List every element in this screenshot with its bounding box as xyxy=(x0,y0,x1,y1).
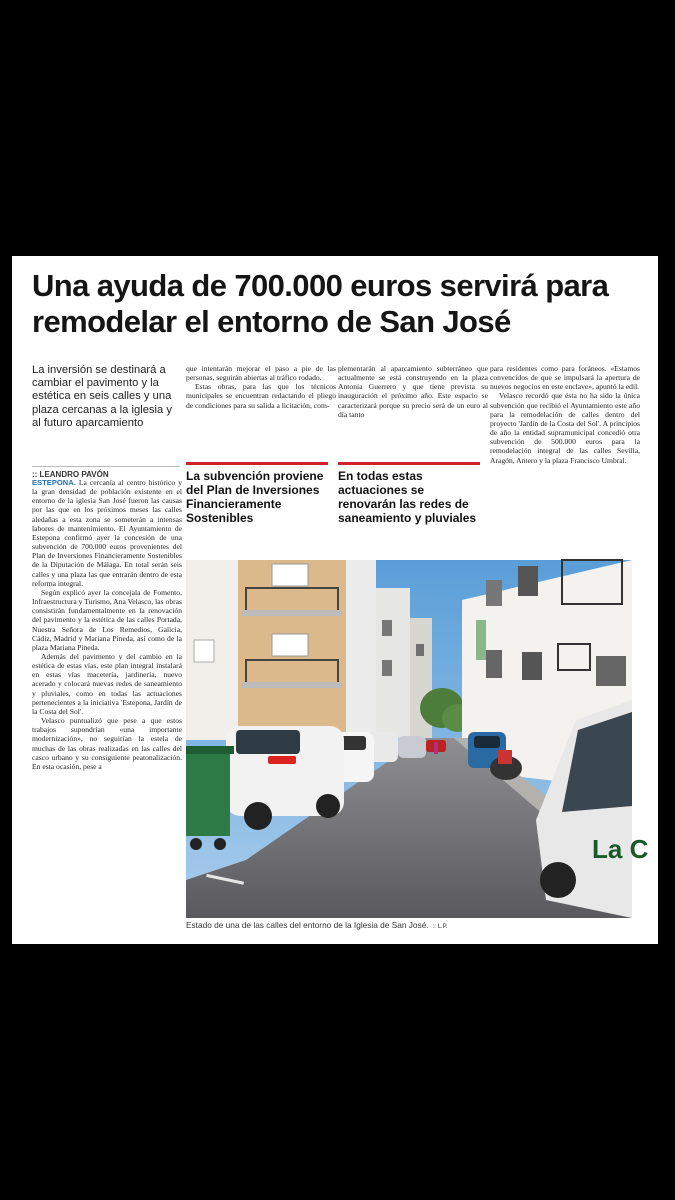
article-paragraph: Además del pavimento y del cambio en la estética de estas vías, este plan integral instalará en estas vías macetería, jardinería, nuevo acerado y colocará nuevas redes de saneamiento y pluviales, como en todas las actuaciones pertenecientes a la iniciativa 'Estepona, Jardín de la Costa del Sol'. xyxy=(32,651,182,716)
article-column-4 xyxy=(490,364,640,544)
article-paragraph: Estas obras, para las que los técnicos municipales se encuentran redactando el pliego de condiciones para su salida a licitación, com- xyxy=(186,382,336,410)
photo-credit: :: L.P. xyxy=(432,924,448,930)
article-subheading-2: En todas estas actuaciones se renovarán las redes de saneamiento y pluviales xyxy=(338,462,480,525)
article-subheading-1: La subvención proviene del Plan de Inversiones Financieramente Sostenibles xyxy=(186,462,328,525)
caption-text: Estado de una de las calles del entorno de la Iglesia de San José. xyxy=(186,920,429,930)
article-column-1 xyxy=(32,478,182,933)
article-paragraph: Según explicó ayer la concejala de Fomento, Infraestructura y Turismo, Ana Velasco, las obras consistirán fundamentalmente en la renovación del pavimento y la estética de las calles Portada, Nuestra Señora de Los Remedios, Galicia, Cádiz, Madrid y Mariana Pineda, así como de la plaza Mariana Pineda. xyxy=(32,587,182,652)
van-lettering: La C xyxy=(592,834,649,864)
pedestrian xyxy=(434,742,438,754)
trash-bin xyxy=(186,746,234,850)
article-byline: :: LEANDRO PAVÓN xyxy=(32,466,180,479)
newspaper-clipping xyxy=(12,256,658,944)
article-paragraph-text: La cercanía al centro histórico y la gran densidad de población existente en el entorno de la iglesia San José fueron las causas por las que en los próximos meses las calles aledañas a esta zona se someterán a intensas labores de mantenimiento. El Ayuntamiento de Estepona confirmó ayer la concesión de una subvención de 700.000 euros provenientes del Plan de Inversiones Financieramente Sostenibles de la Diputación de Málaga. En total serán seis calles y una plaza las que entrarán dentro de esta reforma integral. xyxy=(32,478,182,588)
article-column-2 xyxy=(186,364,336,464)
article-headline: Una ayuda de 700.000 euros servirá para remodelar el entorno de San José xyxy=(32,268,609,339)
article-paragraph: para residentes como para foráneos. «Estamos convencidos de que se impulsará la apertura de nuevos negocios en este enclave», apuntó la edil. xyxy=(490,364,640,392)
article-paragraph: Velasco puntualizó que pese a que estos trabajos supondrían «una importante modernización», no seguirían la estela de muchas de las obras realizadas en las calles del casco urbano y su consiguiente peatonalización. En esta ocasión, pese a xyxy=(32,716,182,771)
article-standfirst: La inversión se destinará a cambiar el pavimento y la estética en seis calles y una plaza cercanas a la iglesia y al futuro aparcamiento xyxy=(32,364,172,429)
article-paragraph: plementarán al aparcamiento subterráneo que actualmente se está construyendo en la plaza Antonia Guerrero y que tiene prevista su inauguración el próximo año. Este espacio se caracterizará porque su precio será de un euro al día tanto xyxy=(338,364,488,419)
article-paragraph: que intentarán mejorar el paso a pie de las personas, seguirán abiertas al tráfico rodado. xyxy=(186,364,336,383)
article-dateline: ESTEPONA. xyxy=(32,478,76,487)
article-paragraph: Velasco recordó que ésta no ha sido la única subvención que recibió el Ayuntamiento este año para la remodelación de calles dentro del proyecto 'Jardín de la Costa del Sol'. A principios de año la entidad supramunicipal concedió otra subvención de 500.000 euros para la remodelación integral de las calles Sevilla, Aragón, Antero y la plaza Francisco Umbral. xyxy=(490,391,640,465)
photo-caption xyxy=(186,920,632,930)
street-photo xyxy=(186,560,649,918)
article-column-3 xyxy=(338,364,488,464)
article-paragraph xyxy=(32,478,182,588)
